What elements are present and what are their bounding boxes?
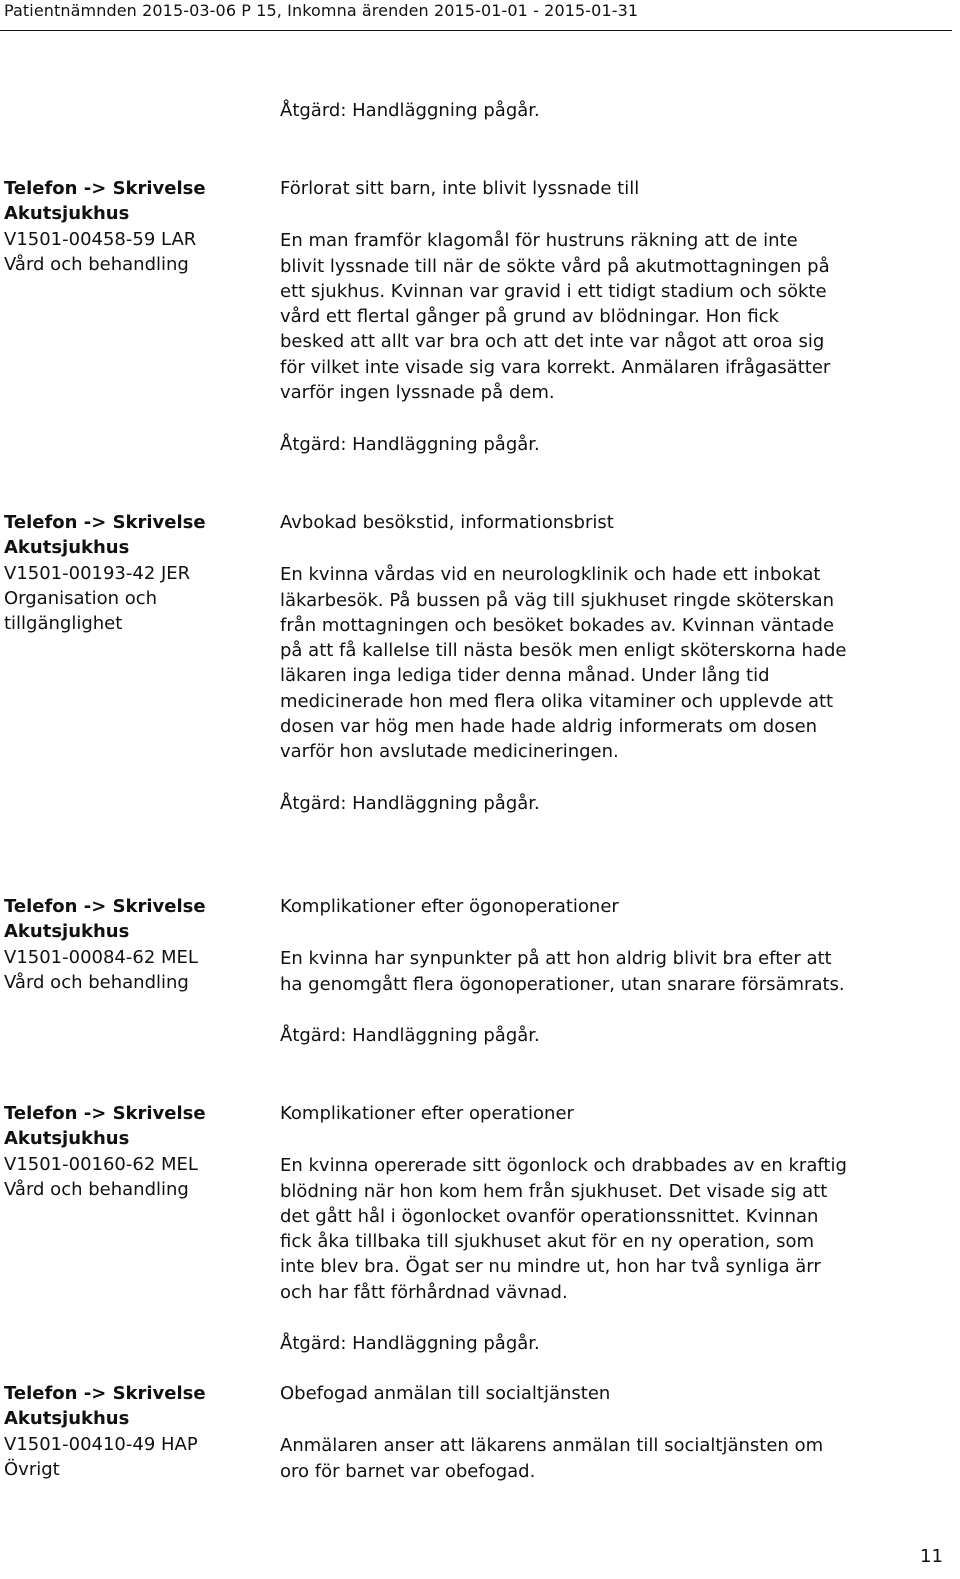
case-id: V1501-00084-62 MEL: [4, 946, 198, 968]
case-unit: Akutsjukhus: [4, 1408, 130, 1430]
case-body-line: ett sjukhus. Kvinnan var gravid i ett tidigt stadium och sökte: [280, 280, 827, 302]
case-id: V1501-00458-59 LAR: [4, 228, 197, 250]
case-body-line: En kvinna opererade sitt ögonlock och drabbades av en kraftig: [280, 1155, 847, 1177]
case-id: V1501-00160-62 MEL: [4, 1153, 198, 1175]
case-title: Förlorat sitt barn, inte blivit lyssnade till: [280, 178, 640, 199]
case-content: [280, 894, 945, 997]
case-body-line: medicinerade hon med flera olika vitaminer och upplevde att: [280, 690, 834, 712]
case-id: V1501-00193-42 JER: [4, 562, 191, 584]
case-content: [280, 510, 945, 765]
case-body-line: läkarbesök. På bussen på väg till sjukhuset ringde sköterskan: [280, 589, 835, 611]
case-action-status: Åtgärd: Handläggning pågår.: [280, 434, 540, 455]
case-body-line: för vilket inte visade sig vara korrekt. Anmälaren ifrågasätter: [280, 356, 831, 378]
case-category: Organisation och: [4, 587, 158, 609]
case-body-line: vård ett flertal gånger på grund av blödningar. Hon fick: [280, 306, 779, 328]
page-header: [0, 0, 952, 31]
case-body-line: varför hon avslutade medicineringen.: [280, 741, 619, 763]
case-body-line: blödning när hon kom hem från sjukhuset. Det visade sig att: [280, 1180, 828, 1202]
case-channel: Telefon -> Skrivelse: [4, 512, 206, 533]
case-body-line: En kvinna vårdas vid en neurologklinik och hade ett inbokat: [280, 564, 821, 586]
case-body-line: ha genomgått flera ögonoperationer, utan snarare försämrats.: [280, 973, 845, 995]
case-unit: Akutsjukhus: [4, 537, 130, 559]
case-body-line: från mottagningen och besöket bokades av. Kvinnan väntade: [280, 614, 835, 636]
case-action-status: Åtgärd: Handläggning pågår.: [280, 1333, 540, 1354]
page-number: 11: [920, 1546, 943, 1567]
case-channel: Telefon -> Skrivelse: [4, 178, 206, 199]
case-body-line: En man framför klagomål för hustruns räkning att de inte: [280, 230, 798, 252]
case-category: Vård och behandling: [4, 971, 189, 993]
case-body-line: oro för barnet var obefogad.: [280, 1460, 536, 1482]
case-body-line: varför ingen lyssnade på dem.: [280, 382, 555, 404]
case-body-line: fick åka tillbaka till sjukhuset akut för en ny operation, som: [280, 1231, 815, 1253]
case-meta: [4, 894, 266, 995]
case-title: Obefogad anmälan till socialtjänsten: [280, 1383, 611, 1404]
case-content: [280, 176, 945, 405]
case-meta: [4, 1381, 266, 1482]
case-action-status: Åtgärd: Handläggning pågår.: [280, 793, 540, 814]
case-meta: [4, 510, 266, 636]
case-body-line: det gått hål i ögonlocket ovanför operationssnittet. Kvinnan: [280, 1205, 819, 1227]
case-unit: Akutsjukhus: [4, 921, 130, 943]
case-meta: [4, 1101, 266, 1202]
case-body-line: och har fått förhårdnad vävnad.: [280, 1281, 568, 1303]
case-body-line: på att få kallelse till nästa besök men enligt sköterskorna hade: [280, 640, 847, 662]
case-title: Komplikationer efter operationer: [280, 1103, 574, 1124]
case-meta: [4, 176, 266, 277]
case-channel: Telefon -> Skrivelse: [4, 896, 206, 917]
case-body-line: besked att allt var bra och att det inte var något att oroa sig: [280, 331, 825, 353]
case-channel: Telefon -> Skrivelse: [4, 1103, 206, 1124]
case-category: tillgänglighet: [4, 613, 123, 635]
top-action-status: Åtgärd: Handläggning pågår.: [280, 100, 540, 121]
case-body-line: dosen var hög men hade hade aldrig informerats om dosen: [280, 716, 818, 738]
case-title: Avbokad besökstid, informationsbrist: [280, 512, 614, 533]
case-body-line: En kvinna har synpunkter på att hon aldrig blivit bra efter att: [280, 948, 832, 970]
case-unit: Akutsjukhus: [4, 1128, 130, 1150]
case-id: V1501-00410-49 HAP: [4, 1433, 198, 1455]
case-action-status: Åtgärd: Handläggning pågår.: [280, 1025, 540, 1046]
header-text: Patientnämnden 2015-03-06 P 15, Inkomna ärenden 2015-01-01 - 2015-01-31: [4, 1, 639, 20]
case-body-line: Anmälaren anser att läkarens anmälan till socialtjänsten om: [280, 1435, 824, 1457]
case-body-line: inte blev bra. Ögat ser nu mindre ut, hon har två synliga ärr: [280, 1256, 821, 1278]
case-category: Vård och behandling: [4, 253, 189, 275]
case-category: Vård och behandling: [4, 1178, 189, 1200]
case-title: Komplikationer efter ögonoperationer: [280, 896, 619, 917]
case-content: [280, 1381, 945, 1484]
case-unit: Akutsjukhus: [4, 203, 130, 225]
case-category: Övrigt: [4, 1458, 60, 1480]
case-body-line: läkaren inga lediga tider denna månad. Under lång tid: [280, 665, 770, 687]
case-content: [280, 1101, 945, 1305]
case-body-line: blivit lyssnade till när de sökte vård på akutmottagningen på: [280, 255, 830, 277]
case-channel: Telefon -> Skrivelse: [4, 1383, 206, 1404]
